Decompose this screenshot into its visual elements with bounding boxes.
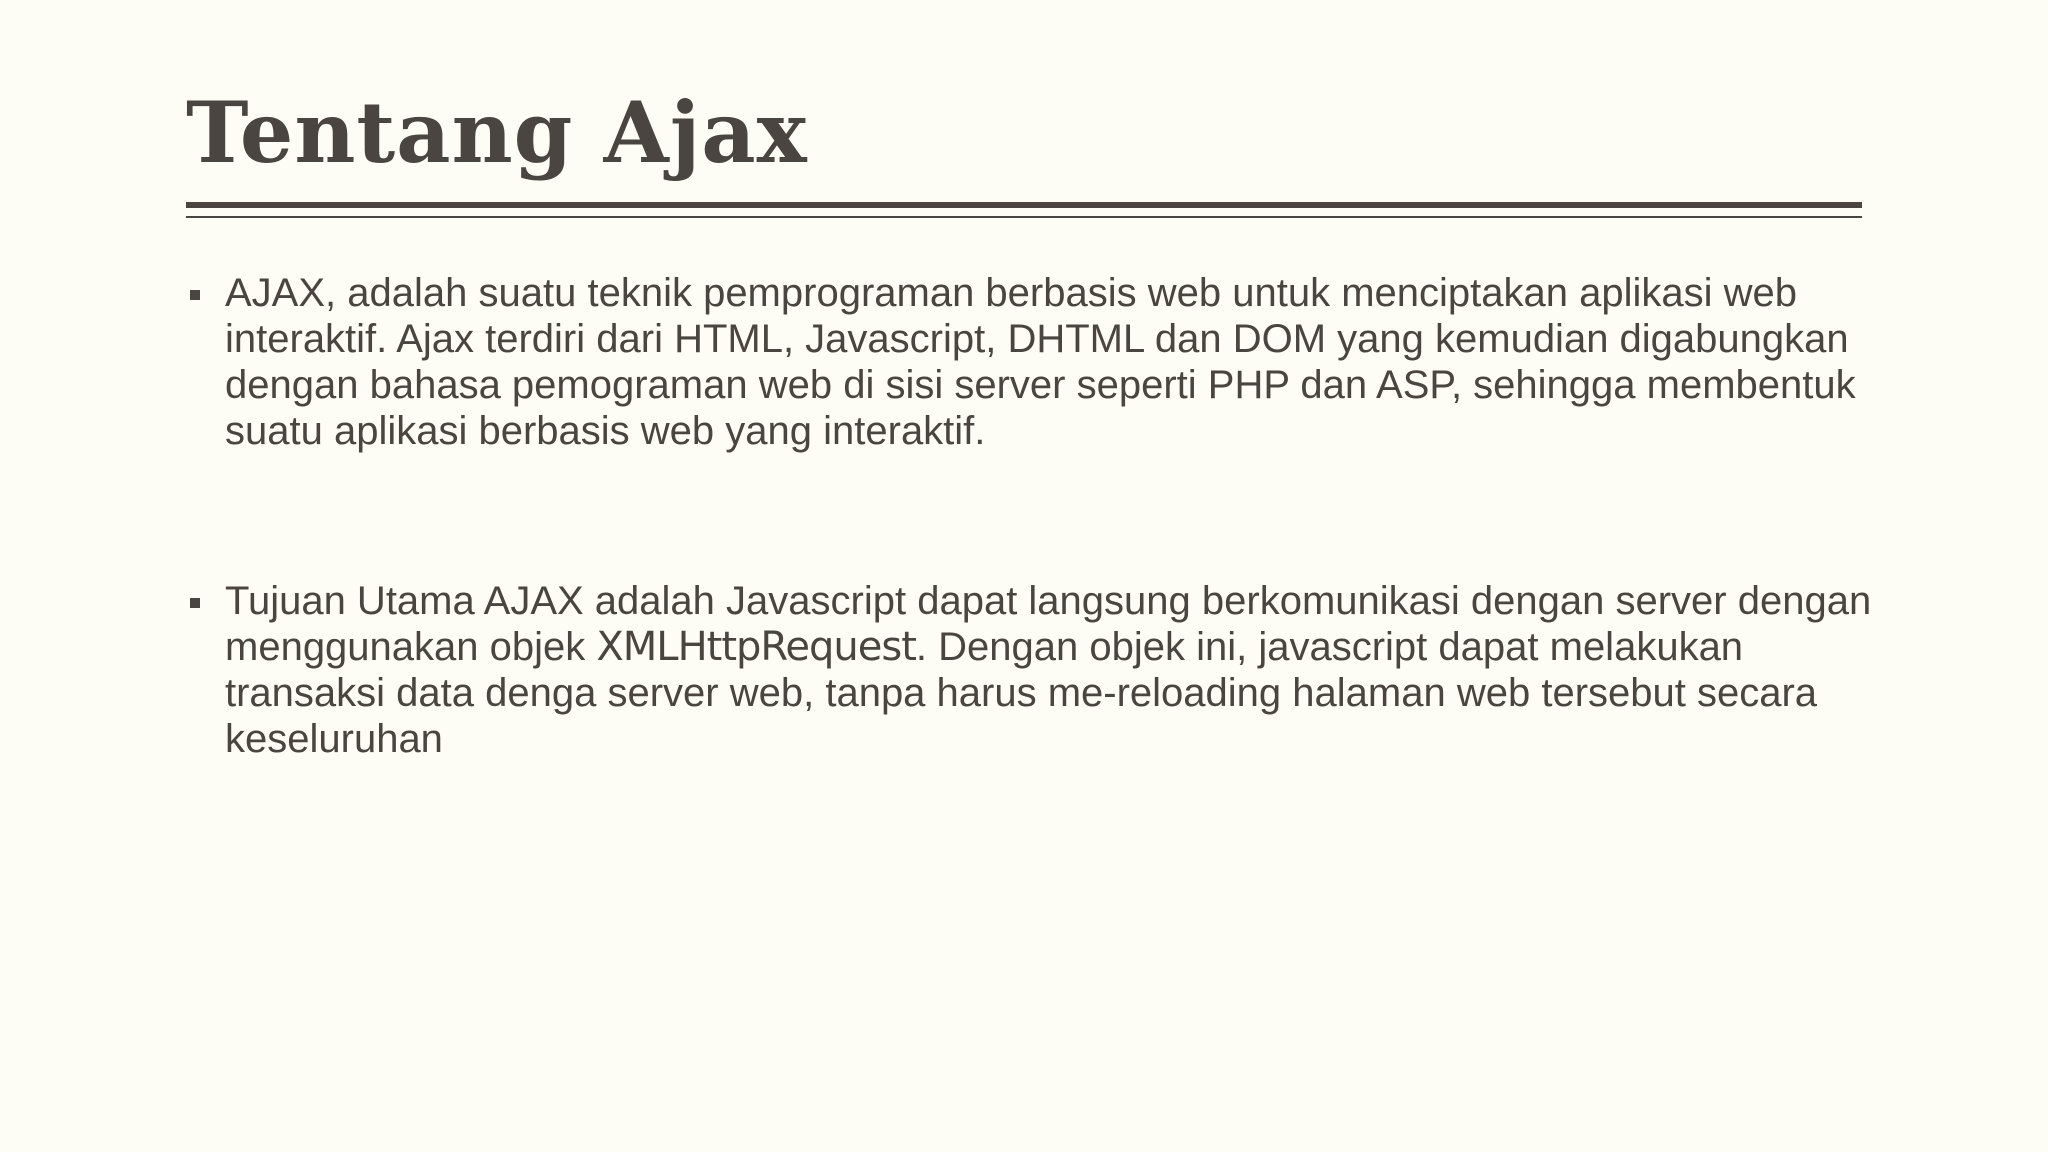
code-term: XMLHttpRequest — [596, 624, 916, 670]
title-underline-thick — [186, 202, 1862, 208]
slide-title: Tentang Ajax — [186, 83, 808, 182]
bullet-text: AJAX, adalah suatu teknik pemprograman berbasis web untuk menciptakan aplikasi web interaktif. Ajax terdiri dari HTML, Javascript, DHTML dan DOM yang kemudian digabungkan dengan bahasa pemograman web di sisi server seperti PHP dan ASP, sehingga membentuk suatu aplikasi berbasis web yang interaktif. — [225, 271, 1856, 453]
square-bullet-icon — [190, 598, 200, 608]
bullet-list — [186, 270, 1876, 762]
title-underline-thin — [186, 216, 1862, 218]
bullet-text-after: . Dengan objek ini, javascript dapat melakukan transaksi data denga server web, tanpa harus me-reloading halaman web tersebut secara keseluruhan — [225, 625, 1818, 761]
bullet-item-ajax-definition — [186, 270, 1876, 454]
bullet-text-before: Tujuan Utama AJAX adalah Javascript dapat langsung berkomunikasi dengan server dengan menggunakan objek — [225, 579, 1872, 669]
bullet-item-ajax-purpose — [186, 578, 1876, 762]
square-bullet-icon — [190, 290, 200, 300]
